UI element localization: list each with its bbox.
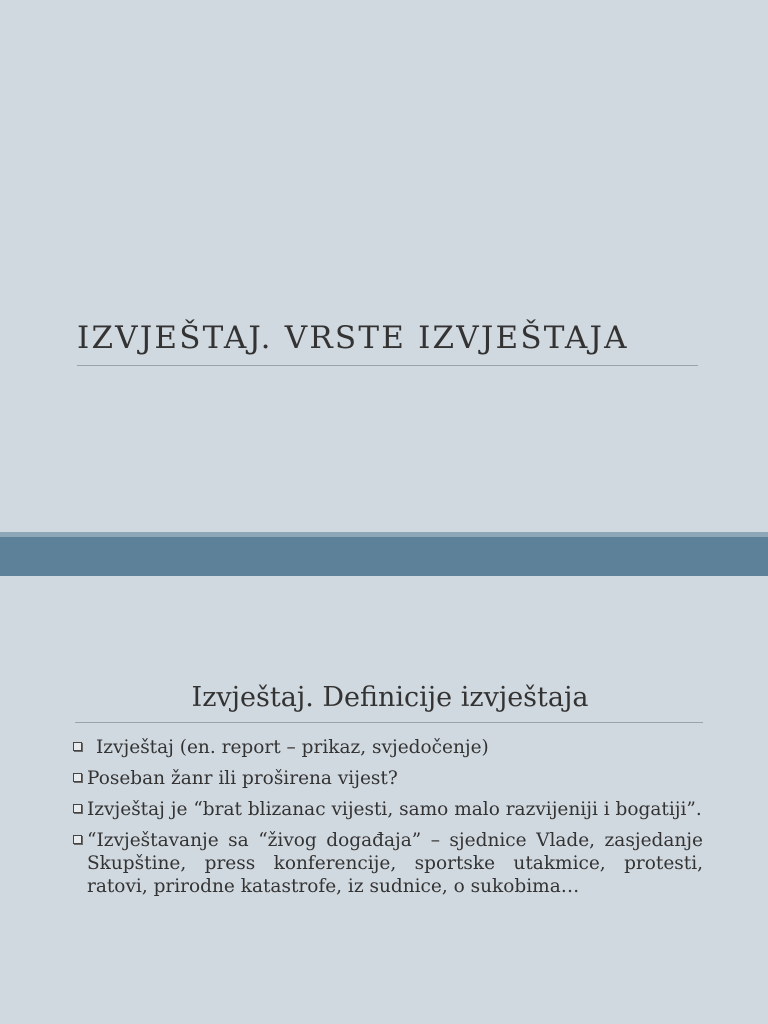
definitions-slide-underline (75, 722, 703, 723)
square-bullet-icon (73, 742, 82, 751)
square-bullet-icon (73, 804, 82, 813)
bullet-item (73, 767, 703, 790)
square-bullet-icon (73, 773, 82, 782)
bullet-item (73, 798, 703, 821)
bullet-item (73, 829, 703, 898)
bullet-text: Izvještaj (en. report – prikaz, svjedočenje) (96, 737, 489, 758)
bullet-text: Izvještaj je “brat blizanac vijesti, samo malo razvijeniji i bogatiji”. (87, 799, 702, 820)
title-slide-underline (77, 365, 698, 366)
definitions-slide (0, 576, 768, 1024)
definitions-slide-heading: Izvještaj. Definicije izvještaja (191, 682, 589, 713)
square-bullet-icon (73, 835, 82, 844)
bullet-item (73, 736, 703, 759)
slide-separator-band (0, 537, 768, 576)
bullet-text: Poseban žanr ili proširena vijest? (87, 768, 398, 789)
definitions-bullet-list (73, 736, 703, 906)
bullet-text: “Izvještavanje sa “živog događaja” – sjednice Vlade, zasjedanje Skupštine, press konferencije, sportske utakmice, protesti, ratovi, prirodne katastrofe, iz sudnice, o sukobima… (87, 830, 703, 897)
title-slide-heading: IZVJEŠTAJ. VRSTE IZVJEŠTAJA (77, 320, 629, 356)
